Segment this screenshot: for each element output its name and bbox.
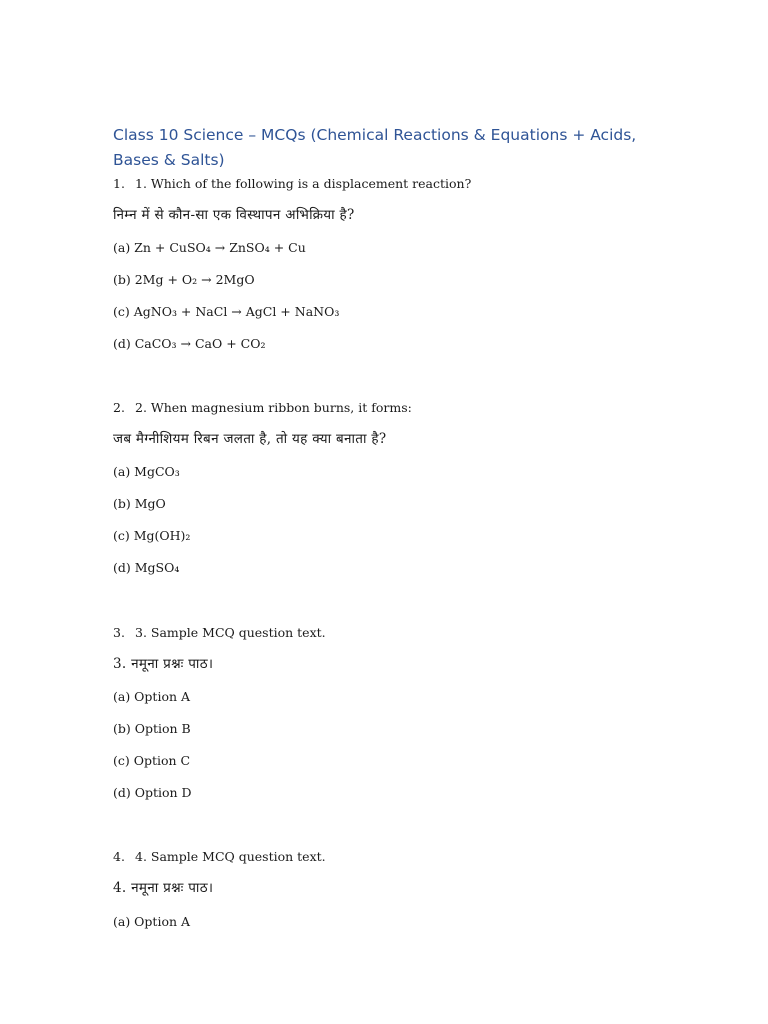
- question-1-hindi: निम्न में से कौन-सा एक विस्थापन अभिक्रिया है?: [113, 207, 355, 223]
- question-2-option-d: (d) MgSO₄: [113, 560, 180, 575]
- question-1-option-a: (a) Zn + CuSO₄ → ZnSO₄ + Cu: [113, 240, 306, 255]
- question-number: 1.: [113, 176, 125, 191]
- question-3-option-d: (d) Option D: [113, 785, 192, 800]
- question-text: 1. Which of the following is a displacement reaction?: [135, 176, 472, 191]
- question-4-option-a: (a) Option A: [113, 914, 191, 929]
- question-3-option-c: (c) Option C: [113, 753, 191, 768]
- question-1: [113, 176, 471, 192]
- question-4-hindi: 4. नमूना प्रश्नः पाठ।: [113, 880, 214, 896]
- question-2-option-c: (c) Mg(OH)₂: [113, 528, 191, 543]
- question-2-hindi: जब मैग्नीशियम रिबन जलता है, तो यह क्या बनाता है?: [113, 431, 387, 447]
- question-text: 2. When magnesium ribbon burns, it forms:: [135, 400, 412, 415]
- question-1-option-b: (b) 2Mg + O₂ → 2MgO: [113, 272, 255, 287]
- question-number: 4.: [113, 849, 125, 864]
- question-text: 3. Sample MCQ question text.: [135, 625, 326, 640]
- question-3-hindi: 3. नमूना प्रश्नः पाठ।: [113, 656, 214, 672]
- document-title: Class 10 Science – MCQs (Chemical Reactions & Equations + Acids, Bases & Salts): [113, 126, 637, 169]
- question-text: 4. Sample MCQ question text.: [135, 849, 326, 864]
- question-1-option-c: (c) AgNO₃ + NaCl → AgCl + NaNO₃: [113, 304, 340, 319]
- question-3: [113, 625, 326, 641]
- question-1-option-d: (d) CaCO₃ → CaO + CO₂: [113, 336, 266, 351]
- question-2-option-b: (b) MgO: [113, 496, 166, 511]
- question-number: 2.: [113, 400, 125, 415]
- question-3-option-b: (b) Option B: [113, 721, 191, 736]
- question-number: 3.: [113, 625, 125, 640]
- question-2-option-a: (a) MgCO₃: [113, 464, 180, 479]
- question-4: [113, 849, 326, 865]
- question-2: [113, 400, 412, 416]
- question-3-option-a: (a) Option A: [113, 689, 191, 704]
